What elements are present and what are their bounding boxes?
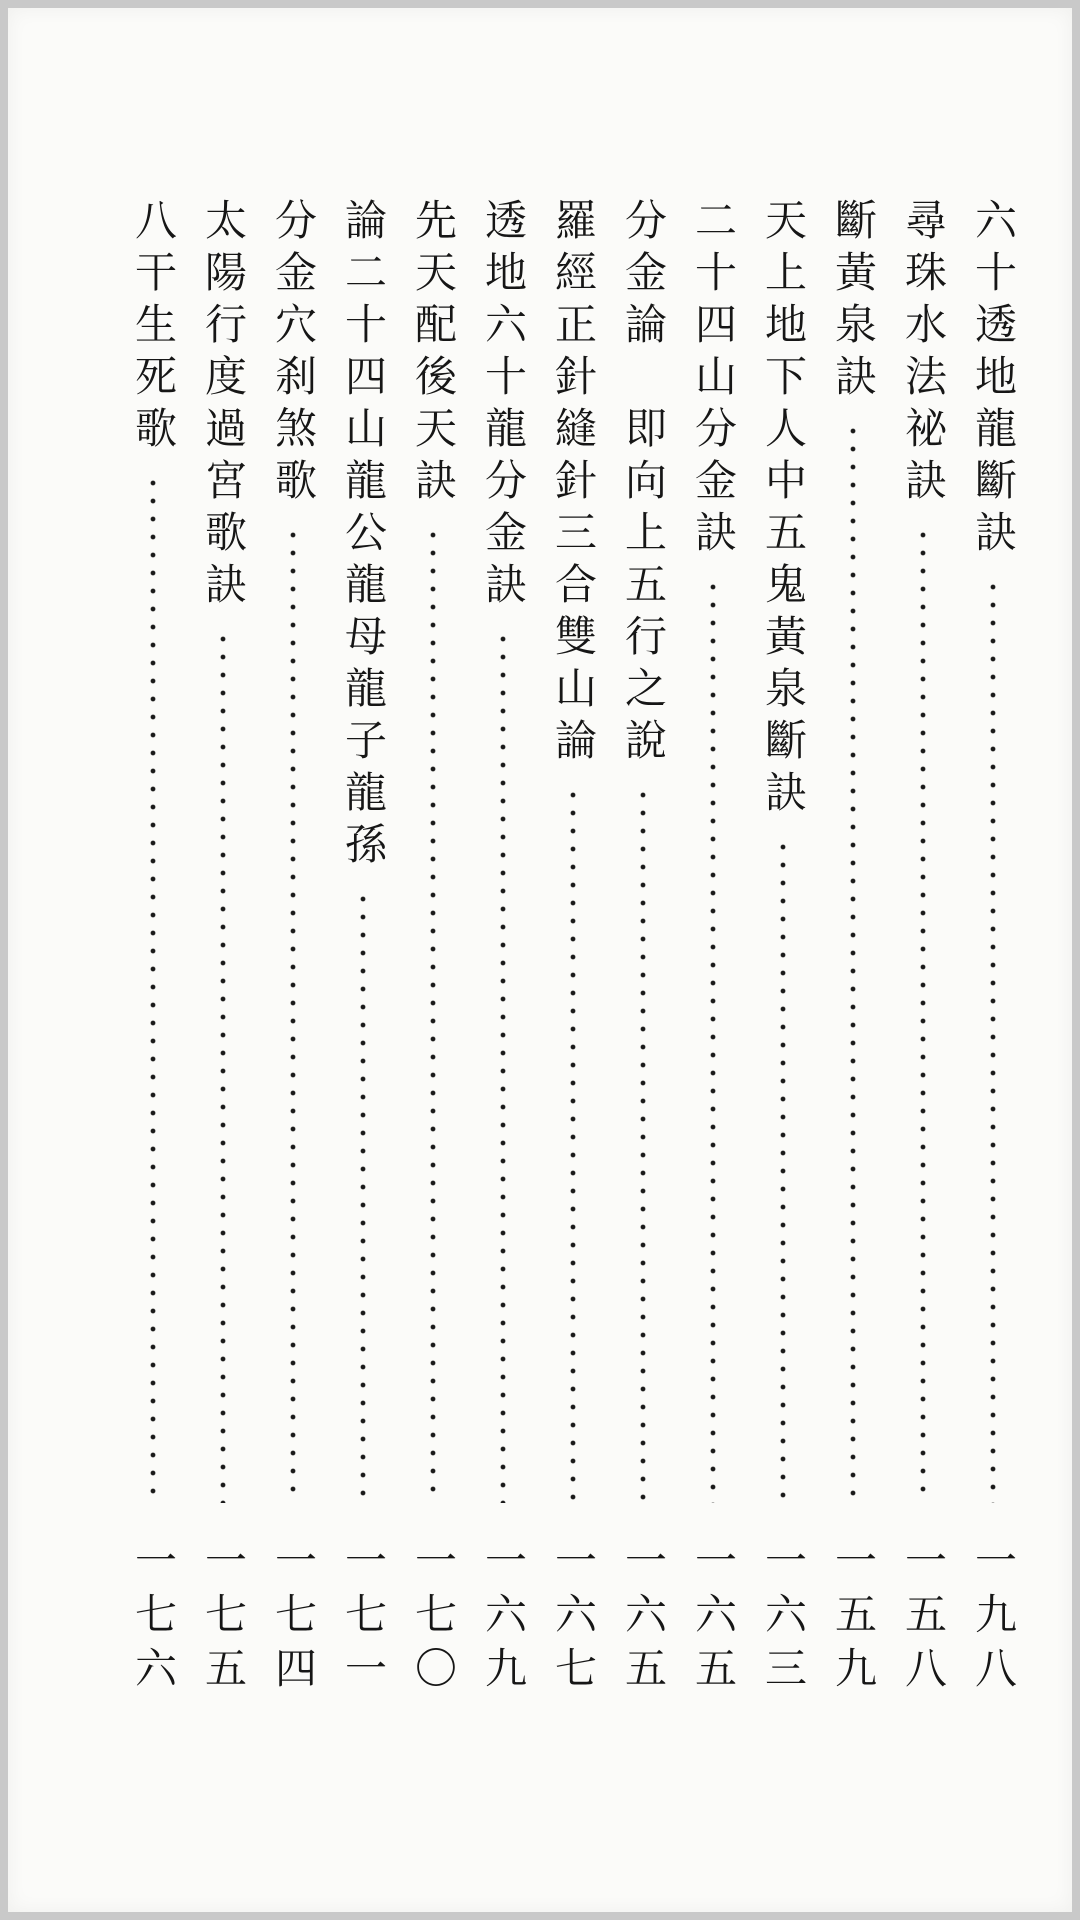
toc-page-number: 一六九	[479, 1538, 528, 1700]
toc-page-number: 一六七	[549, 1538, 598, 1700]
toc-entry	[683, 198, 743, 1728]
toc-page-number: 一六三	[759, 1538, 808, 1700]
toc-entry-title: 尋珠水法祕訣	[899, 198, 948, 510]
toc-page-number: 一七六	[129, 1538, 178, 1700]
toc-entry	[473, 198, 533, 1728]
toc-entry	[403, 198, 463, 1728]
toc-entry-title: 天上地下人中五鬼黃泉斷訣	[759, 198, 808, 822]
toc-entry	[613, 198, 673, 1728]
dot-leader	[150, 474, 156, 1503]
toc-page-number: 一七五	[199, 1538, 248, 1700]
toc-page-number: 一六五	[689, 1538, 738, 1700]
toc-page-number: 一五九	[829, 1538, 878, 1700]
toc-entry-title: 六十透地龍斷訣	[969, 198, 1018, 562]
toc-entry	[823, 198, 883, 1728]
toc-entry-title: 二十四山分金訣	[689, 198, 738, 562]
toc-entry	[333, 198, 393, 1728]
toc-page-number: 一九八	[969, 1538, 1018, 1700]
toc-entry-title: 斷黃泉訣	[829, 198, 878, 406]
toc-entry	[263, 198, 323, 1728]
dot-leader	[850, 422, 856, 1503]
dot-leader	[570, 786, 576, 1503]
dot-leader	[500, 630, 506, 1503]
dot-leader	[640, 786, 646, 1503]
toc-page-number: 一五八	[899, 1538, 948, 1700]
toc-entry	[193, 198, 253, 1728]
dot-leader	[780, 838, 786, 1503]
toc-entry-title: 分金穴刹煞歌	[269, 198, 318, 510]
book-page	[8, 8, 1072, 1912]
toc-entry-title: 透地六十龍分金訣	[479, 198, 528, 614]
toc-page-number: 一六五	[619, 1538, 668, 1700]
toc-page-number: 一七〇	[409, 1538, 458, 1700]
toc-entry-title: 分金論 即向上五行之說	[619, 198, 668, 770]
toc-page-number: 一七四	[269, 1538, 318, 1700]
dot-leader	[360, 890, 366, 1503]
dot-leader	[710, 578, 716, 1503]
toc-entry	[753, 198, 813, 1728]
toc-entry	[543, 198, 603, 1728]
toc-entry-title: 八干生死歌	[129, 198, 178, 458]
dot-leader	[430, 526, 436, 1503]
dot-leader	[220, 630, 226, 1503]
dot-leader	[920, 526, 926, 1503]
toc-entry-title: 太陽行度過宮歌訣	[199, 198, 248, 614]
toc-entry-title: 羅經正針縫針三合雙山論	[549, 198, 598, 770]
dot-leader	[290, 526, 296, 1503]
toc-page-number: 一七一	[339, 1538, 388, 1700]
toc-entry	[893, 198, 953, 1728]
toc-entry	[123, 198, 183, 1728]
dot-leader	[990, 578, 996, 1503]
toc-entry-title: 先天配後天訣	[409, 198, 458, 510]
toc-entry-title: 論二十四山龍公龍母龍子龍孫	[339, 198, 388, 874]
toc-entry	[963, 198, 1023, 1728]
